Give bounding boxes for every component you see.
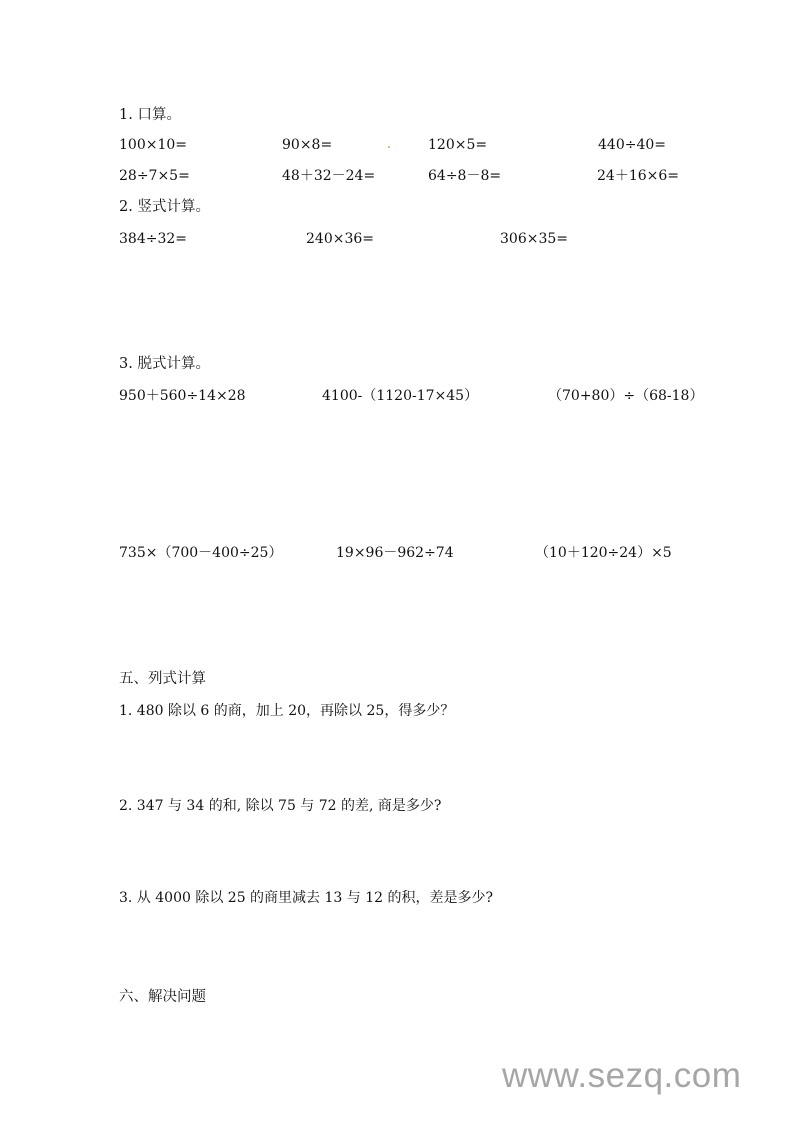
step-calc-item: （70+80）÷（68-18） xyxy=(548,388,704,404)
word-problem: 3. 从 4000 除以 25 的商里减去 13 与 12 的积，差是多少? xyxy=(119,890,493,906)
oral-calc-item: 120×5= xyxy=(428,137,488,153)
step-calc-item: 19×96－962÷74 xyxy=(336,545,454,561)
vertical-calc-item: 240×36= xyxy=(306,231,374,247)
stray-mark xyxy=(388,146,390,148)
section2-title: 2. 竖式计算。 xyxy=(119,199,210,215)
section1-title: 1. 口算。 xyxy=(119,107,181,123)
vertical-calc-item: 306×35= xyxy=(500,231,568,247)
step-calc-item: （10＋120÷24）×5 xyxy=(535,545,672,561)
section3-title: 3. 脱式计算。 xyxy=(119,356,210,372)
vertical-calc-item: 384÷32= xyxy=(119,231,187,247)
oral-calc-item: 28÷7×5= xyxy=(119,168,190,184)
word-problem: 2. 347 与 34 的和, 除以 75 与 72 的差, 商是多少? xyxy=(119,798,442,814)
step-calc-item: 735×（700－400÷25） xyxy=(119,545,283,561)
oral-calc-item: 100×10= xyxy=(119,137,187,153)
step-calc-item: 4100-（1120-17×45） xyxy=(322,388,479,404)
section6-title: 六、解决问题 xyxy=(119,989,206,1005)
section5-title: 五、列式计算 xyxy=(119,671,206,687)
oral-calc-item: 90×8= xyxy=(282,137,333,153)
watermark: www.sezq.com xyxy=(502,1056,742,1095)
word-problem: 1. 480 除以 6 的商，加上 20，再除以 25，得多少？ xyxy=(119,703,455,719)
oral-calc-item: 48＋32－24= xyxy=(282,168,376,184)
oral-calc-item: 440÷40= xyxy=(598,137,666,153)
step-calc-item: 950＋560÷14×28 xyxy=(119,388,246,404)
oral-calc-item: 24＋16×6= xyxy=(597,168,679,184)
oral-calc-item: 64÷8－8= xyxy=(428,168,502,184)
